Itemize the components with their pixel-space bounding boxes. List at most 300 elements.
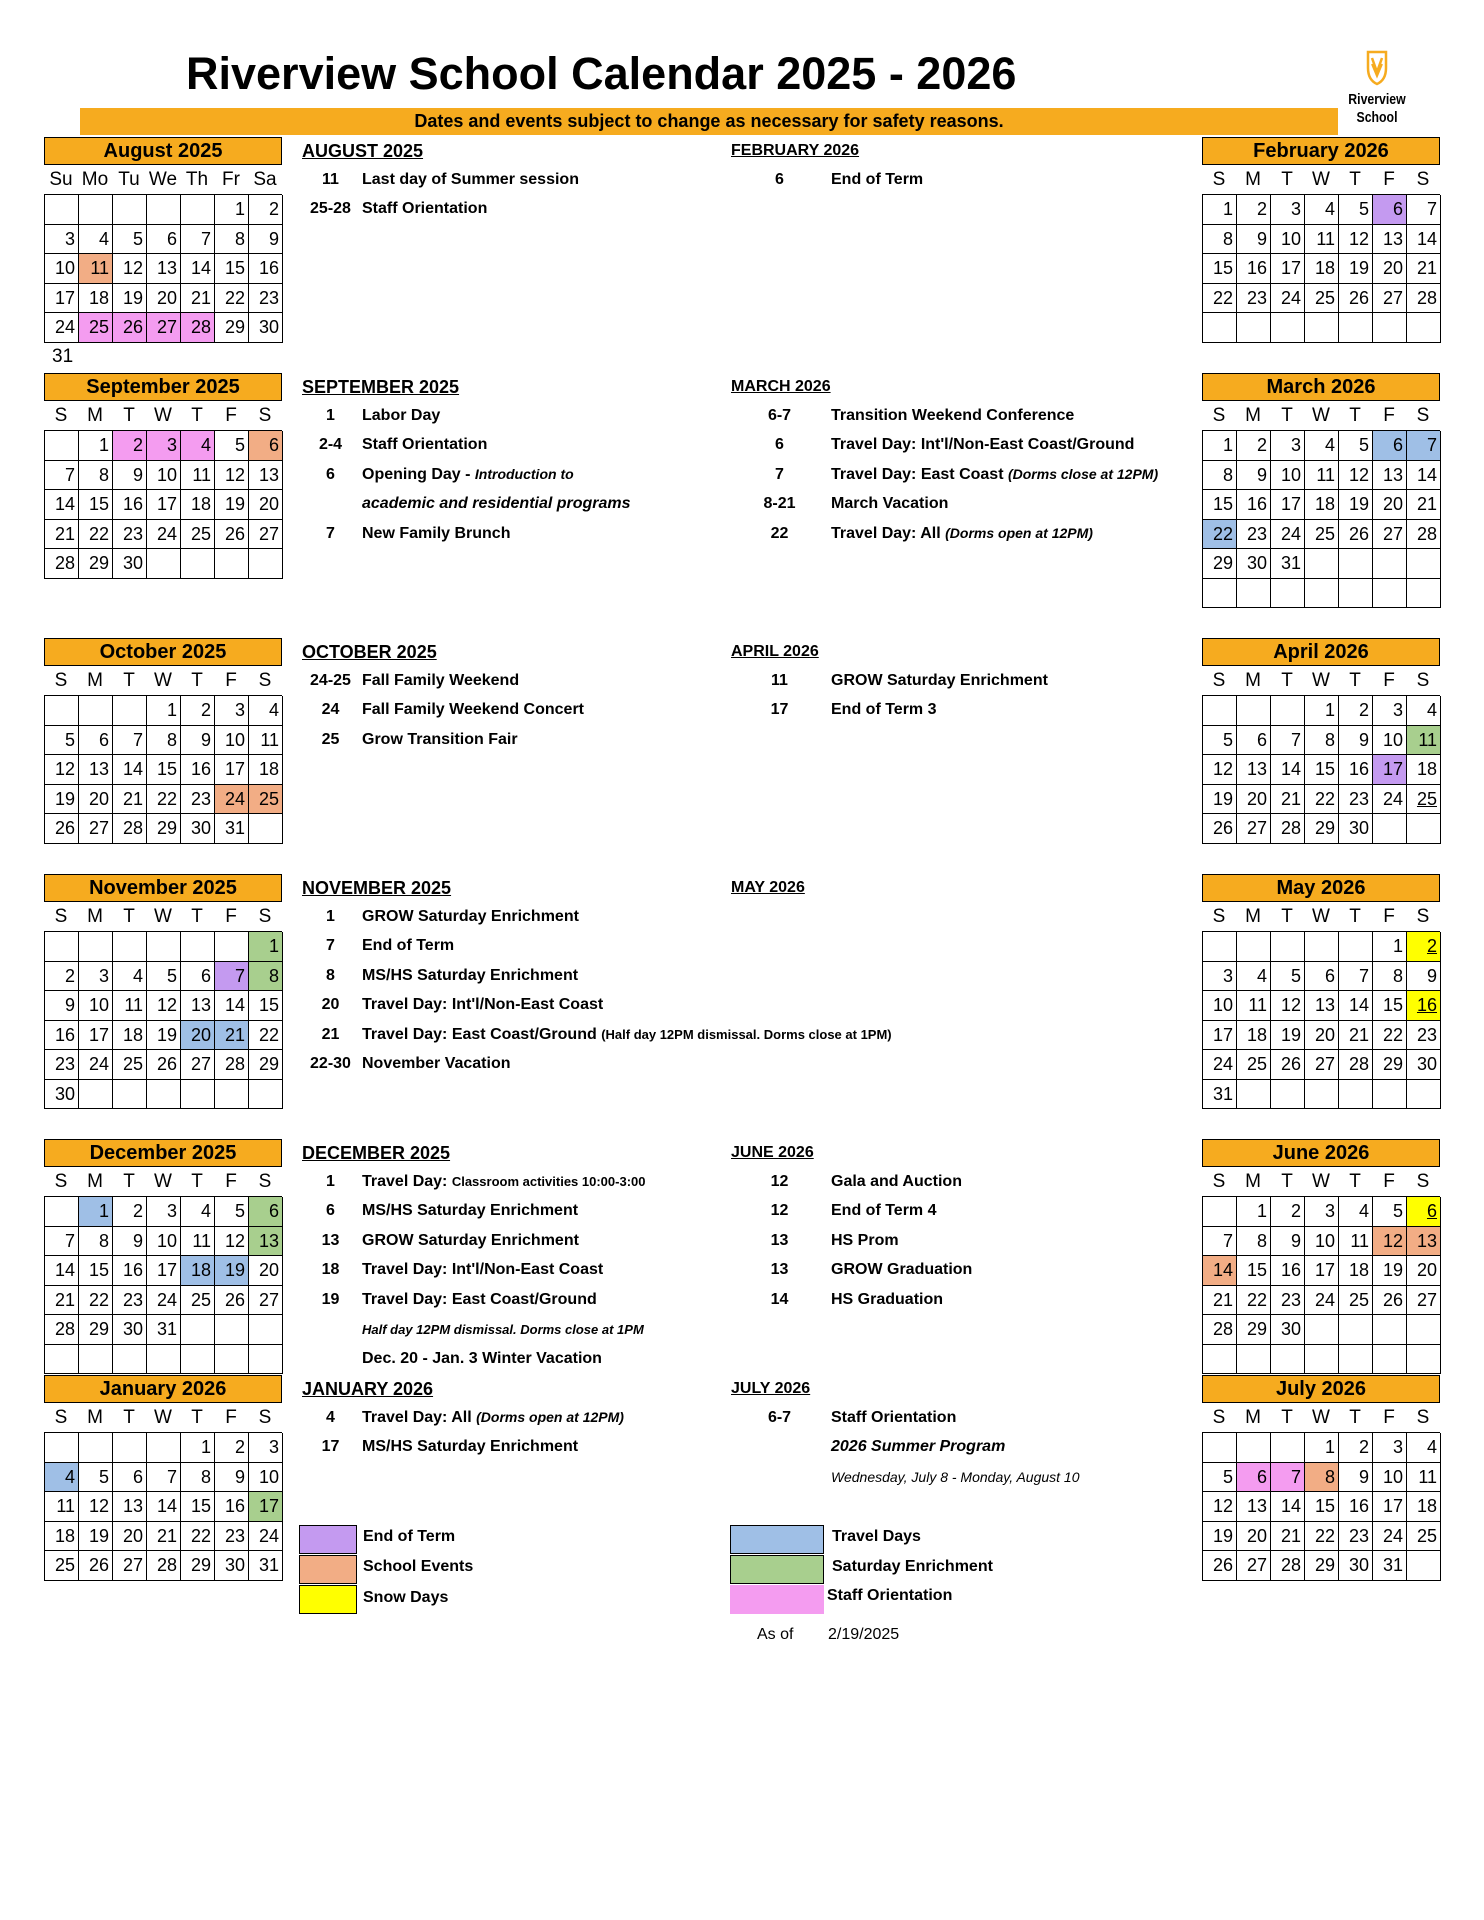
day-cell: 26 xyxy=(1271,1050,1305,1080)
day-cell: 29 xyxy=(1305,814,1339,844)
day-cell: 30 xyxy=(181,814,215,844)
day-cell: 14 xyxy=(45,1256,79,1286)
day-cell: 13 xyxy=(1237,1492,1271,1522)
day-cell: 12 xyxy=(79,1492,113,1522)
weekday-row xyxy=(1202,666,1440,695)
weekday-label: F xyxy=(1383,670,1395,691)
calendar-december-2025 xyxy=(44,1139,282,1374)
day-cell: 5 xyxy=(45,726,79,756)
day-cell: 25 xyxy=(45,1551,79,1581)
day-cell: 16 xyxy=(249,254,283,284)
event-title: Grow Transition Fair xyxy=(362,730,518,748)
day-cell: 16 xyxy=(1339,755,1373,785)
day-cell: 25 xyxy=(113,1050,147,1080)
weekday-label: We xyxy=(148,169,178,190)
legend-label: Snow Days xyxy=(363,1589,449,1606)
day-cell: 17 xyxy=(1373,1492,1407,1522)
event-date: 19 xyxy=(321,1290,340,1308)
event-text xyxy=(828,1202,937,1220)
month-header: December 2025 xyxy=(44,1139,282,1167)
weekday-label: F xyxy=(1383,1407,1395,1428)
weekday-row xyxy=(1202,1167,1440,1196)
weekday-label: T xyxy=(1349,670,1361,691)
day-cell xyxy=(1339,313,1373,343)
day-cell: 20 xyxy=(249,1256,283,1286)
day-cell xyxy=(215,932,249,962)
day-cell: 23 xyxy=(181,785,215,815)
day-cell: 5 xyxy=(215,431,249,461)
day-cell: 26 xyxy=(147,1050,181,1080)
day-cell: 12 xyxy=(1203,755,1237,785)
event-title: MS/HS Saturday Enrichment xyxy=(362,966,579,984)
day-cell: 7 xyxy=(1407,431,1441,461)
day-cell: 30 xyxy=(1237,549,1271,579)
day-cell xyxy=(1271,579,1305,609)
weekday-label: T xyxy=(191,906,203,927)
day-cell xyxy=(45,1197,79,1227)
event-row xyxy=(731,431,1158,461)
day-cell: 29 xyxy=(215,313,249,343)
event-row xyxy=(302,991,892,1021)
day-cell: 30 xyxy=(1271,1315,1305,1345)
day-cell: 13 xyxy=(1237,755,1271,785)
day-cell: 19 xyxy=(79,1522,113,1552)
day-cell xyxy=(215,1345,249,1375)
day-cell: 20 xyxy=(1305,1021,1339,1051)
day-cell: 6 xyxy=(1237,1463,1271,1493)
day-cell xyxy=(1407,1080,1441,1110)
day-cell: 17 xyxy=(1373,755,1407,785)
weekday-label: M xyxy=(1245,1407,1261,1428)
day-cell: 25 xyxy=(249,785,283,815)
day-cell: 7 xyxy=(45,461,79,491)
day-cell: 25 xyxy=(79,313,113,343)
weekday-label: T xyxy=(123,670,135,691)
day-cell: 20 xyxy=(147,284,181,314)
day-cell: 3 xyxy=(147,1197,181,1227)
event-title: GROW Graduation xyxy=(831,1261,973,1279)
day-cell xyxy=(79,932,113,962)
day-grid xyxy=(44,194,282,343)
day-cell: 29 xyxy=(181,1551,215,1581)
event-row xyxy=(731,696,1048,726)
day-cell: 11 xyxy=(181,1227,215,1257)
month-header: October 2025 xyxy=(44,638,282,666)
day-cell: 9 xyxy=(1237,225,1271,255)
day-cell: 26 xyxy=(1203,1551,1237,1581)
day-cell: 6 xyxy=(79,726,113,756)
event-text xyxy=(359,672,519,690)
day-cell: 13 xyxy=(147,254,181,284)
day-cell: 29 xyxy=(147,814,181,844)
day-cell: 28 xyxy=(1407,284,1441,314)
day-cell: 24 xyxy=(1373,785,1407,815)
day-cell: 2 xyxy=(1339,1433,1373,1463)
day-cell: 27 xyxy=(147,313,181,343)
day-grid xyxy=(1202,430,1440,608)
day-cell xyxy=(1373,549,1407,579)
day-cell xyxy=(249,1315,283,1345)
day-cell: 26 xyxy=(45,814,79,844)
day-cell: 8 xyxy=(1373,962,1407,992)
day-cell: 15 xyxy=(1305,755,1339,785)
day-cell: 29 xyxy=(1373,1050,1407,1080)
day-cell: 26 xyxy=(113,313,147,343)
day-cell: 20 xyxy=(249,490,283,520)
event-row xyxy=(731,519,1158,549)
event-row xyxy=(302,1167,645,1197)
weekday-row xyxy=(1202,902,1440,931)
day-cell: 1 xyxy=(1305,1433,1339,1463)
day-cell xyxy=(147,549,181,579)
event-date: 7 xyxy=(326,937,335,955)
event-text xyxy=(828,1438,1005,1456)
weekday-label: W xyxy=(1312,1171,1330,1192)
day-cell: 19 xyxy=(1203,1522,1237,1552)
day-cell: 26 xyxy=(215,1286,249,1316)
day-cell xyxy=(181,1345,215,1375)
weekday-label: M xyxy=(87,906,103,927)
day-cell xyxy=(113,932,147,962)
event-italic-note: academic and residential programs xyxy=(362,495,631,513)
weekday-label: S xyxy=(1416,906,1430,927)
weekday-label: S xyxy=(1212,405,1226,426)
weekday-label: S xyxy=(54,906,68,927)
day-cell: 13 xyxy=(181,991,215,1021)
day-cell: 2 xyxy=(215,1433,249,1463)
event-row xyxy=(302,401,631,431)
event-date: 6-7 xyxy=(767,406,792,424)
event-text xyxy=(828,1173,962,1191)
day-cell: 15 xyxy=(79,1256,113,1286)
weekday-label: F xyxy=(225,670,237,691)
event-date: 1 xyxy=(326,406,335,424)
day-cell: 26 xyxy=(1339,520,1373,550)
day-cell: 5 xyxy=(79,1463,113,1493)
day-cell: 9 xyxy=(45,991,79,1021)
day-cell: 23 xyxy=(45,1050,79,1080)
day-cell: 8 xyxy=(79,461,113,491)
day-cell: 10 xyxy=(1271,225,1305,255)
day-cell: 21 xyxy=(45,520,79,550)
day-cell: 19 xyxy=(215,1256,249,1286)
day-cell: 24 xyxy=(147,1286,181,1316)
day-cell: 22 xyxy=(1203,520,1237,550)
event-italic-note: (Dorms open at 12PM) xyxy=(476,1408,624,1425)
day-cell xyxy=(1407,579,1441,609)
weekday-label: W xyxy=(154,670,172,691)
day-cell xyxy=(1305,579,1339,609)
day-cell: 4 xyxy=(181,1197,215,1227)
day-cell: 3 xyxy=(1305,1197,1339,1227)
day-cell: 27 xyxy=(1407,1286,1441,1316)
day-cell: 16 xyxy=(1339,1492,1373,1522)
day-cell xyxy=(1407,549,1441,579)
day-cell: 10 xyxy=(1373,726,1407,756)
day-cell: 27 xyxy=(249,520,283,550)
day-cell: 28 xyxy=(1203,1315,1237,1345)
day-cell xyxy=(147,1345,181,1375)
day-cell: 28 xyxy=(1339,1050,1373,1080)
day-cell: 5 xyxy=(1271,962,1305,992)
section-heading: AUGUST 2025 xyxy=(302,141,424,161)
month-header: February 2026 xyxy=(1202,137,1440,165)
weekday-label: T xyxy=(123,405,135,426)
event-title: GROW Saturday Enrichment xyxy=(362,907,579,925)
day-cell: 16 xyxy=(113,1256,147,1286)
weekday-label: T xyxy=(123,1407,135,1428)
day-cell: 21 xyxy=(1271,1522,1305,1552)
shield-logo-icon xyxy=(1366,50,1388,86)
event-text xyxy=(359,1202,578,1220)
weekday-label: W xyxy=(154,1171,172,1192)
day-cell: 31 xyxy=(1203,1080,1237,1110)
day-cell: 23 xyxy=(1339,1522,1373,1552)
events-july-2026 xyxy=(731,1375,1080,1492)
day-cell: 18 xyxy=(1305,490,1339,520)
day-cell: 9 xyxy=(1339,1463,1373,1493)
day-cell: 22 xyxy=(1305,1522,1339,1552)
event-text xyxy=(359,996,603,1014)
day-cell: 15 xyxy=(1203,254,1237,284)
calendar-january-2026 xyxy=(44,1375,282,1581)
weekday-label: T xyxy=(1281,1171,1293,1192)
day-cell: 26 xyxy=(79,1551,113,1581)
day-cell xyxy=(79,195,113,225)
day-cell: 1 xyxy=(249,932,283,962)
section-heading: SEPTEMBER 2025 xyxy=(302,377,460,397)
weekday-label: T xyxy=(123,1171,135,1192)
weekday-label: S xyxy=(1212,1407,1226,1428)
month-header: August 2025 xyxy=(44,137,282,165)
day-cell xyxy=(79,696,113,726)
calendar-february-2026 xyxy=(1202,137,1440,343)
day-cell: 12 xyxy=(147,991,181,1021)
weekday-label: Fr xyxy=(222,169,240,190)
day-cell: 21 xyxy=(1203,1286,1237,1316)
day-cell: 5 xyxy=(1339,431,1373,461)
event-note: Half day 12PM dismissal. Dorms close at 1PM xyxy=(362,1321,644,1337)
event-text xyxy=(359,200,487,218)
day-cell: 23 xyxy=(113,1286,147,1316)
weekday-label: S xyxy=(54,1171,68,1192)
day-cell: 23 xyxy=(1407,1021,1441,1051)
event-title: Travel Day: Int'l/Non-East Coast xyxy=(362,996,604,1014)
day-cell: 9 xyxy=(215,1463,249,1493)
day-cell: 16 xyxy=(113,490,147,520)
weekday-label: M xyxy=(1245,906,1261,927)
day-cell: 4 xyxy=(181,431,215,461)
events-february-2026 xyxy=(731,137,923,195)
event-date: 6-7 xyxy=(767,1408,792,1426)
day-cell xyxy=(1305,313,1339,343)
weekday-label: F xyxy=(1383,169,1395,190)
day-cell xyxy=(1407,1345,1441,1375)
event-date: 24 xyxy=(321,701,340,719)
day-cell: 28 xyxy=(147,1551,181,1581)
day-cell: 22 xyxy=(79,520,113,550)
events-november-2025 xyxy=(302,874,892,1079)
event-title: Travel Day: All xyxy=(362,1408,477,1426)
weekday-label: T xyxy=(1281,405,1293,426)
day-cell: 12 xyxy=(45,755,79,785)
section-heading: JANUARY 2026 xyxy=(302,1379,434,1399)
day-cell: 16 xyxy=(1237,254,1271,284)
day-cell: 6 xyxy=(1237,726,1271,756)
event-row xyxy=(302,696,584,726)
overflow-day: 31 xyxy=(52,345,74,367)
day-cell: 19 xyxy=(113,284,147,314)
event-italic-note: (Dorms open at 12PM) xyxy=(945,524,1093,541)
day-cell: 27 xyxy=(1237,1551,1271,1581)
weekday-label: F xyxy=(225,1171,237,1192)
event-row xyxy=(302,1226,645,1256)
day-grid xyxy=(1202,1196,1440,1374)
day-grid xyxy=(1202,695,1440,844)
event-text xyxy=(359,171,579,189)
month-header: January 2026 xyxy=(44,1375,282,1403)
weekday-label: F xyxy=(1383,1171,1395,1192)
day-cell xyxy=(113,1433,147,1463)
event-title: Opening Day - xyxy=(362,465,475,483)
day-cell: 1 xyxy=(215,195,249,225)
event-date: 4 xyxy=(326,1408,335,1426)
day-cell xyxy=(1339,579,1373,609)
event-row xyxy=(731,1226,972,1256)
day-cell: 16 xyxy=(1407,991,1441,1021)
event-title: Staff Orientation xyxy=(831,1408,957,1426)
day-cell: 28 xyxy=(45,1315,79,1345)
weekday-label: S xyxy=(258,670,272,691)
day-cell: 3 xyxy=(215,696,249,726)
day-cell: 3 xyxy=(1271,195,1305,225)
event-title: March Vacation xyxy=(831,495,949,513)
day-cell: 30 xyxy=(45,1080,79,1110)
weekday-label: F xyxy=(225,1407,237,1428)
day-cell xyxy=(1203,932,1237,962)
event-date: 7 xyxy=(326,524,335,542)
day-cell: 27 xyxy=(1373,284,1407,314)
day-cell: 6 xyxy=(1373,431,1407,461)
day-cell: 18 xyxy=(181,1256,215,1286)
day-cell: 31 xyxy=(215,814,249,844)
events-september-2025 xyxy=(302,373,631,549)
day-cell: 13 xyxy=(1373,461,1407,491)
event-italic-note: 2026 Summer Program xyxy=(831,1438,1006,1456)
event-row xyxy=(302,460,631,490)
day-cell: 29 xyxy=(79,1315,113,1345)
day-cell: 20 xyxy=(113,1522,147,1552)
event-title: End of Term xyxy=(831,170,924,188)
day-cell: 19 xyxy=(1271,1021,1305,1051)
event-row xyxy=(731,1197,972,1227)
weekday-label: S xyxy=(54,1407,68,1428)
day-cell: 31 xyxy=(249,1551,283,1581)
day-cell: 13 xyxy=(1305,991,1339,1021)
day-cell xyxy=(113,1080,147,1110)
day-cell: 9 xyxy=(249,225,283,255)
section-heading: JUNE 2026 xyxy=(731,1144,814,1161)
day-cell: 24 xyxy=(215,785,249,815)
as-of-date: 2/19/2025 xyxy=(828,1626,900,1643)
day-cell: 23 xyxy=(1271,1286,1305,1316)
day-cell: 23 xyxy=(1237,520,1271,550)
weekday-label: F xyxy=(1383,405,1395,426)
day-cell: 10 xyxy=(147,1227,181,1257)
day-cell: 19 xyxy=(1373,1256,1407,1286)
day-cell: 8 xyxy=(215,225,249,255)
day-cell xyxy=(45,431,79,461)
weekday-label: M xyxy=(87,670,103,691)
event-date: 22 xyxy=(770,524,789,542)
day-cell: 21 xyxy=(1407,490,1441,520)
day-cell xyxy=(79,1080,113,1110)
day-cell: 28 xyxy=(1407,520,1441,550)
day-cell: 13 xyxy=(249,461,283,491)
event-date: 6 xyxy=(326,465,335,483)
day-cell: 21 xyxy=(113,785,147,815)
day-cell: 2 xyxy=(1237,195,1271,225)
day-cell xyxy=(1237,1345,1271,1375)
day-cell: 7 xyxy=(1271,1463,1305,1493)
day-cell: 26 xyxy=(1203,814,1237,844)
day-cell: 9 xyxy=(1271,1227,1305,1257)
day-cell: 7 xyxy=(1407,195,1441,225)
day-cell xyxy=(79,1345,113,1375)
day-cell: 12 xyxy=(215,1227,249,1257)
event-title: HS Graduation xyxy=(831,1290,944,1308)
day-cell: 28 xyxy=(1271,1551,1305,1581)
day-cell: 2 xyxy=(1271,1197,1305,1227)
event-text xyxy=(828,1232,899,1250)
event-row xyxy=(302,195,579,225)
day-cell: 16 xyxy=(1271,1256,1305,1286)
event-row xyxy=(302,1344,645,1374)
event-row xyxy=(302,1050,892,1080)
day-cell: 4 xyxy=(1339,1197,1373,1227)
event-title: Travel Day: Int'l/Non-East Coast xyxy=(362,1261,604,1279)
event-date: 8-21 xyxy=(763,495,796,513)
day-cell: 24 xyxy=(45,313,79,343)
day-cell: 10 xyxy=(147,461,181,491)
month-header: July 2026 xyxy=(1202,1375,1440,1403)
day-cell: 21 xyxy=(45,1286,79,1316)
event-text xyxy=(828,495,948,513)
day-cell: 4 xyxy=(79,225,113,255)
event-row xyxy=(302,165,579,195)
day-cell: 22 xyxy=(181,1522,215,1552)
event-date: 7 xyxy=(775,465,784,483)
day-cell: 19 xyxy=(1203,785,1237,815)
event-title: End of Term 4 xyxy=(831,1202,937,1220)
logo-text-line2: School xyxy=(1356,109,1398,126)
legend-swatch xyxy=(730,1525,824,1554)
weekday-label: Tu xyxy=(118,169,140,190)
weekday-label: S xyxy=(1416,169,1430,190)
day-cell: 11 xyxy=(1237,991,1271,1021)
events-may-2026 xyxy=(731,874,805,902)
day-cell: 21 xyxy=(215,1021,249,1051)
calendar-july-2026 xyxy=(1202,1375,1440,1581)
day-cell xyxy=(1407,1551,1441,1581)
calendar-november-2025 xyxy=(44,874,282,1109)
weekday-label: W xyxy=(154,906,172,927)
day-cell xyxy=(1305,1315,1339,1345)
weekday-row xyxy=(44,1167,282,1196)
weekday-label: W xyxy=(1312,169,1330,190)
event-row xyxy=(302,431,631,461)
weekday-label: S xyxy=(1212,169,1226,190)
